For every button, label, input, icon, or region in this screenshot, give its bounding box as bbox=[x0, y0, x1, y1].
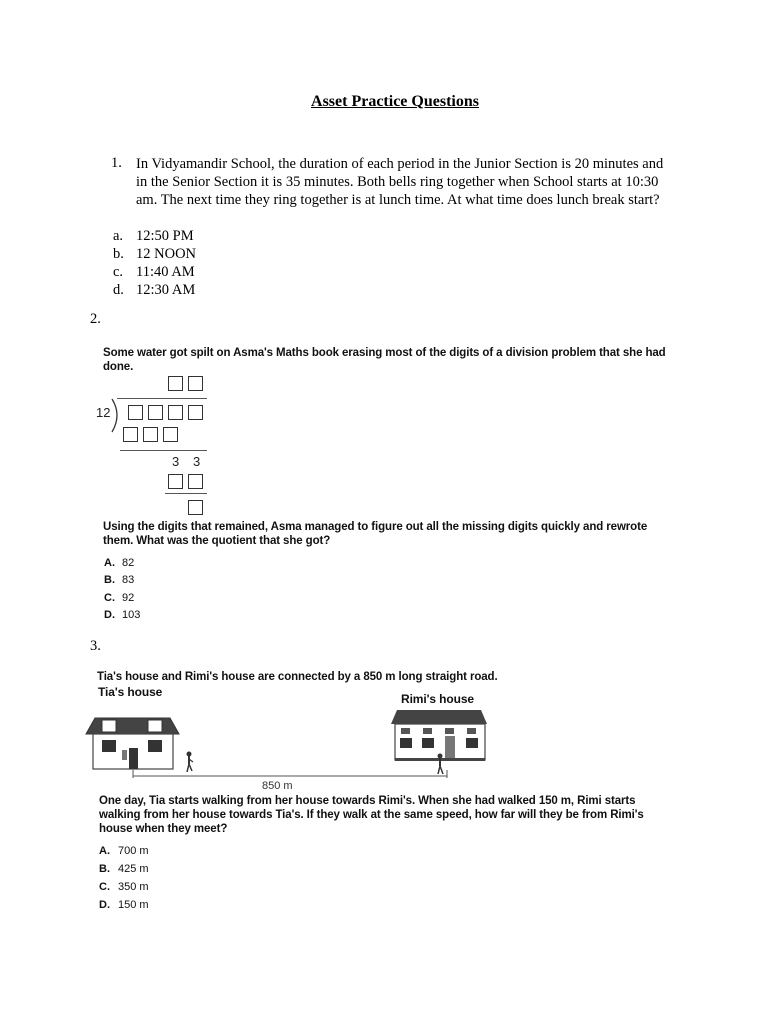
q1-option-b: 12 NOON bbox=[136, 246, 197, 262]
question-1-text: In Vidyamandir School, the duration of each period in the Junior Section is 20 minutes and in the Senior Section it is 35 minutes. Both bells ring together when School starts at 10:30 am. The next time they ring together is at lunch time. At what time does lunch break start? bbox=[136, 156, 664, 208]
divisor: 12 bbox=[96, 405, 111, 420]
q2-option-b: 83 bbox=[122, 574, 135, 586]
q3-option-a-letter: A. bbox=[99, 845, 110, 857]
tia-house-icon bbox=[86, 718, 179, 769]
rimi-person-icon bbox=[438, 754, 444, 775]
q2-option-a-letter: A. bbox=[104, 557, 115, 569]
q2-option-c: 92 bbox=[122, 592, 135, 604]
q2-option-b-letter: B. bbox=[104, 574, 115, 586]
rimi-house-icon bbox=[391, 710, 487, 761]
dividend-box bbox=[168, 405, 183, 420]
tia-person-icon bbox=[187, 752, 194, 773]
q1-option-b-letter: b. bbox=[113, 246, 124, 262]
question-3-number: 3. bbox=[90, 638, 101, 654]
product-box bbox=[168, 474, 183, 489]
dividend-box bbox=[188, 405, 203, 420]
product-box bbox=[163, 427, 178, 442]
question-1-number: 1. bbox=[111, 155, 122, 171]
question-2-number: 2. bbox=[90, 311, 101, 327]
quotient-box bbox=[168, 376, 183, 391]
q2-option-a: 82 bbox=[122, 557, 135, 569]
q3-option-a: 700 m bbox=[118, 845, 149, 857]
question-2-text: Using the digits that remained, Asma managed to figure out all the missing digits quickly and rewrote them. What was the quotient that she got? bbox=[103, 521, 648, 547]
product-box bbox=[123, 427, 138, 442]
quotient-box bbox=[188, 376, 203, 391]
q1-option-c-letter: c. bbox=[113, 264, 124, 280]
division-bracket-icon bbox=[110, 398, 122, 434]
q3-option-c-letter: C. bbox=[99, 881, 110, 893]
q3-option-b: 425 m bbox=[118, 863, 149, 875]
distance-label: 850 m bbox=[262, 780, 293, 792]
subtraction-line bbox=[165, 493, 207, 494]
division-bar bbox=[117, 398, 207, 399]
dividend-box bbox=[148, 405, 163, 420]
q3-option-c: 350 m bbox=[118, 881, 149, 893]
tia-house-label: Tia's house bbox=[98, 685, 163, 699]
q3-option-d-letter: D. bbox=[99, 899, 110, 911]
subtraction-line bbox=[120, 450, 207, 451]
q1-option-c: 11:40 AM bbox=[136, 264, 195, 280]
q1-option-a-letter: a. bbox=[113, 228, 124, 244]
division-diagram bbox=[90, 372, 230, 522]
q2-option-d: 103 bbox=[122, 609, 141, 621]
page-title: Asset Practice Questions bbox=[311, 93, 479, 110]
rimi-house-label: Rimi's house bbox=[401, 692, 475, 706]
product-box bbox=[143, 427, 158, 442]
question-3-intro: Tia's house and Rimi's house are connected by a 850 m long straight road. bbox=[97, 671, 498, 683]
q2-option-c-letter: C. bbox=[104, 592, 115, 604]
remainder-box bbox=[188, 500, 203, 515]
remaining-digit: 3 bbox=[193, 454, 201, 469]
dividend-box bbox=[128, 405, 143, 420]
q3-option-d: 150 m bbox=[118, 899, 149, 911]
q1-option-d: 12:30 AM bbox=[136, 282, 196, 298]
q1-option-d-letter: d. bbox=[113, 282, 124, 298]
q3-option-b-letter: B. bbox=[99, 863, 110, 875]
product-box bbox=[188, 474, 203, 489]
q2-option-d-letter: D. bbox=[104, 609, 115, 621]
remaining-digit: 3 bbox=[172, 454, 180, 469]
q1-option-a: 12:50 PM bbox=[136, 228, 194, 244]
question-3-text: One day, Tia starts walking from her house towards Rimi's. When she had walked 150 m, Rimi starts walking from her house towards Tia's. If they walk at the same speed, how far will they be from Rimi's house when they meet? bbox=[99, 795, 644, 835]
question-2-intro: Some water got spilt on Asma's Maths book erasing most of the digits of a division problem that she had done. bbox=[103, 347, 666, 373]
